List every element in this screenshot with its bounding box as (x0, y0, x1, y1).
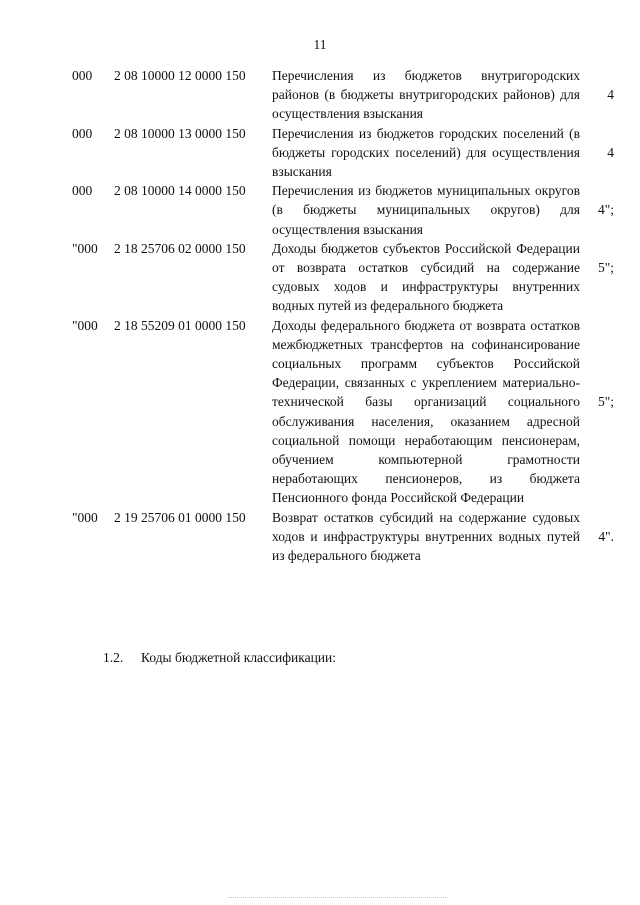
budget-classification-code: 2 08 10000 13 0000 150 (114, 125, 246, 141)
section-heading (103, 650, 336, 666)
income-name: Возврат остатков субсидий на содержание судовых ходов и инфраструктуры внутренних водных путей из федерального бюджета (272, 509, 580, 564)
distribution-norm: 4"; (597, 202, 614, 218)
admin-code: 000 (72, 125, 93, 141)
admin-code: 000 (72, 68, 93, 83)
table-row (0, 124, 640, 182)
budget-codes-table (0, 66, 640, 565)
income-name: Перечисления из бюджетов внутригородских районов (в бюджеты внутригородских районов) для осуществления взыскания (272, 68, 580, 122)
scan-marks: · · · (590, 806, 609, 812)
section-number: 1.2. (103, 650, 124, 665)
admin-code: "000 (72, 509, 98, 525)
budget-classification-code: 2 18 25706 02 0000 150 (114, 240, 246, 256)
table-row (0, 316, 640, 508)
income-name: Перечисления из бюджетов муниципальных округов (в бюджеты муниципальных округов) для осуществления взыскания (272, 183, 580, 237)
distribution-norm: 4 (607, 87, 614, 103)
income-name: Доходы федерального бюджета от возврата остатков межбюджетных трансфертов на софинансирование социальных программ субъектов Российской Федерации, связанных с укреплением материально-технической базы организаций социального обслуживания населения, оказанием адресной социальной помощи неработающим пенсионерам, обучением компьютерной грамотности неработающих пенсионеров, из бюджета Пенсионного фонда Российской Федерации (272, 317, 580, 506)
page-number: 11 (313, 37, 327, 52)
table-row (0, 66, 640, 124)
income-name: Доходы бюджетов субъектов Российской Федерации от возврата остатков субсидий на содержание судовых ходов и инфраструктуры внутренних водных путей из федерального бюджета (272, 240, 580, 314)
table-row (0, 508, 640, 566)
budget-classification-code: 2 18 55209 01 0000 150 (114, 317, 246, 333)
table-row (0, 239, 640, 316)
distribution-norm: 5"; (597, 260, 614, 276)
income-name: Перечисления из бюджетов городских поселений (в бюджеты городских поселений) для осуществления взыскания (272, 125, 580, 180)
admin-code: "000 (72, 240, 98, 256)
bottom-divider (228, 897, 448, 898)
budget-classification-code: 2 19 25706 01 0000 150 (114, 509, 246, 525)
admin-code: 000 (72, 183, 93, 199)
table-row (0, 181, 640, 239)
budget-classification-code: 2 08 10000 14 0000 150 (114, 183, 246, 199)
budget-classification-code: 2 08 10000 12 0000 150 (114, 68, 246, 83)
distribution-norm: 5"; (597, 394, 614, 410)
distribution-norm: 4". (598, 528, 614, 544)
section-title: Коды бюджетной классификации: (141, 650, 336, 665)
distribution-norm: 4 (607, 144, 614, 160)
admin-code: "000 (72, 317, 98, 333)
